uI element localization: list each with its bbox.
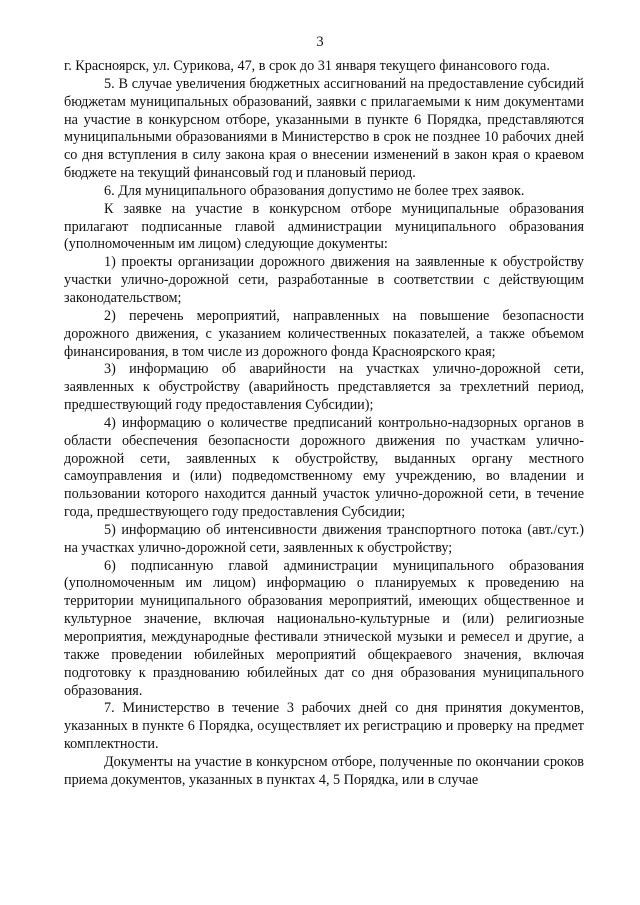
document-body: [64, 58, 584, 790]
paragraph: г. Красноярск, ул. Сурикова, 47, в срок до 31 января текущего финансового года.: [64, 58, 550, 74]
page-number: 3: [316, 34, 324, 50]
paragraph: 4) информацию о количестве предписаний контрольно-надзорных органов в области обеспечения безопасности дорожного движения по участкам улично-дорожной сети, заявленных к обустройству, выданных органу местного самоуправления и (или) подведомственному ему учреждению, во владении и пользовании которого находится данный участок улично-дорожной сети, в течение года, предшествующего году предоставления Субсидии;: [64, 414, 584, 521]
paragraph: 2) перечень мероприятий, направленных на повышение безопасности дорожного движения, с указанием количественных показателей, а также объемом финансирования, в том числе из дорожного фонда Красноярского края;: [64, 307, 584, 360]
paragraph: 6. Для муниципального образования допустимо не более трех заявок.: [104, 182, 525, 199]
paragraph: К заявке на участие в конкурсном отборе муниципальные образования прилагают подписанные главой администрации муниципального образования (уполномоченным им лицом) следующие документы:: [64, 200, 584, 253]
paragraph: 7. Министерство в течение 3 рабочих дней со дня принятия документов, указанных в пункте 6 Порядка, осуществляет их регистрацию и проверку на предмет комплектности.: [64, 700, 584, 753]
paragraph: 1) проекты организации дорожного движения на заявленные к обустройству участки улично-дорожной сети, разработанные в соответствии с действующим законодательством;: [64, 254, 584, 306]
paragraph: 5) информацию об интенсивности движения транспортного потока (авт./сут.) на участках улично-дорожной сети, заявленных к обустройству;: [64, 521, 584, 556]
paragraph: Документы на участие в конкурсном отборе, полученные по окончании сроков приема документов, указанных в пунктах 4, 5 Порядка, или в случае: [64, 753, 584, 788]
paragraph: 5. В случае увеличения бюджетных ассигнований на предоставление субсидий бюджетам муниципальных образований, заявки с прилагаемыми к ним документами на участие в конкурсном отборе, указанными в пункте 6 Порядка, представляются муниципальными образованиями в Министерство в срок не позднее 10 рабочих дней со дня вступления в силу закона края о внесении изменений в закон края о краевом бюджете на текущий финансовый год и плановый период.: [64, 75, 584, 182]
paragraph: 6) подписанную главой администрации муниципального образования (уполномоченным им лицом) информацию о планируемых к проведению на территории муниципального образования мероприятий, имеющих общественное и культурное значение, включая национально-культурные и (или) религиозные мероприятия, международные фестивали этнической музыки и ремесел и другие, а также проведении юбилейных мероприятий общекраевого значения, включая подготовку к празднованию юбилейных дат со дня образования муниципального образования.: [64, 557, 584, 699]
paragraph: 3) информацию об аварийности на участках улично-дорожной сети, заявленных к обустройству (аварийность представляется за трехлетний период, предшествующий году предоставления Субсидии);: [64, 361, 584, 414]
